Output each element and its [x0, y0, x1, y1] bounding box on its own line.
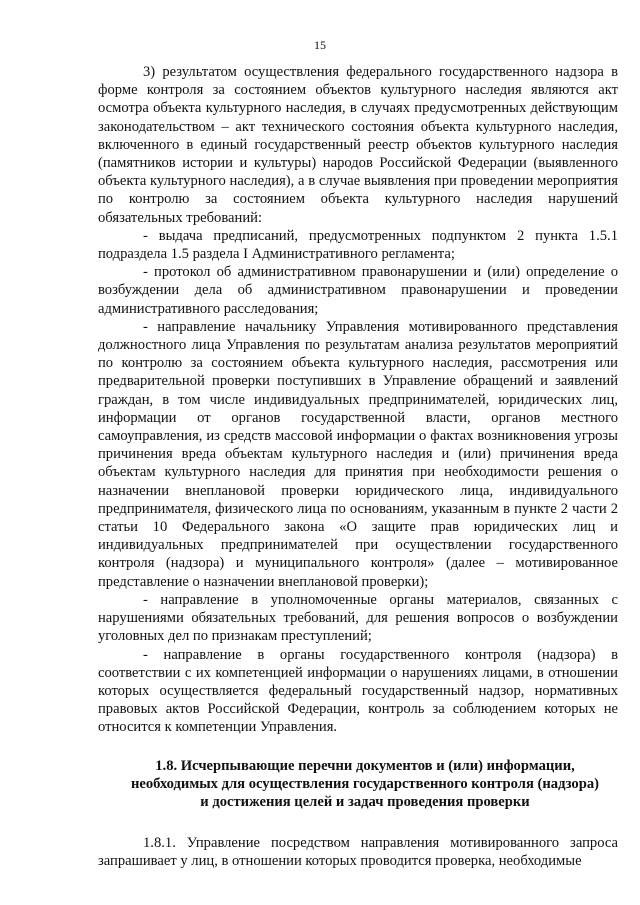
list-item-issue-orders: - выдача предписаний, предусмотренных подпунктом 2 пункта 1.5.1 подраздела 1.5 раздела I Административного регламента;	[98, 227, 618, 263]
list-item-send-materials: - направление в уполномоченные органы материалов, связанных с нарушениями обязательных требований, для решения вопросов о возбуждении уголовных дел по признакам преступлений;	[98, 591, 618, 645]
section-heading-line: и достижения целей и задач проведения проверки	[200, 794, 530, 811]
paragraph-1-8-1: 1.8.1. Управление посредством направления мотивированного запроса запрашивает у лиц, в отношении которых проводится проверка, необходимые	[98, 834, 618, 869]
list-item-send-information: - направление в органы государственного контроля (надзора) в соответствии с их компетенцией информации о нарушениях лицами, в отношении которых осуществляется федеральный государственный надзор, нормативных правовых актов Российской Федерации, контроль за соблюдением которых не относится к компетенции Управления.	[98, 646, 618, 736]
section-heading-line: необходимых для осуществления государственного контроля (надзора)	[131, 775, 599, 792]
section-heading-line: 1.8. Исчерпывающие перечни документов и (или) информации,	[155, 757, 575, 774]
paragraph-result-of-supervision: 3) результатом осуществления федерального государственного надзора в форме контроля за состоянием объектов культурного наследия являются акт осмотра объекта культурного наследия, в случаях предусмотренных действующим законодательством – акт технического состояния объекта культурного наследия, включенного в единый государственный реестр объектов культурного наследия (памятников истории и культуры) народов Российской Федерации (выявленного объекта культурного наследия), а в случае выявления при проведении мероприятия по контролю за состоянием объекта культурного наследия нарушений обязательных требований:	[98, 64, 618, 226]
document-body	[98, 63, 618, 870]
section-heading	[98, 757, 618, 812]
list-item-motivated-submission: - направление начальнику Управления мотивированного представления должностного лица Управления по результатам анализа результатов мероприятий по контролю за состоянием объекта культурного наследия, рассмотрения или предварительной проверки поступивших в Управление обращений и заявлений граждан, в том числе индивидуальных предпринимателей, юридических лиц, информации от органов государственной власти, органов местного самоуправления, из средств массовой информации о фактах возникновения угрозы причинения вреда объектам культурного наследия и (или) причинения вреда объектам культурного наследия для принятия при необходимости решения о назначении внеплановой проверки юридического лица, индивидуального предпринимателя, физического лица по основаниям, указанным в пункте 2 части 2 статьи 10 Федерального закона «О защите прав юридических лиц и индивидуальных предпринимателей при осуществлении государственного контроля (надзора) и муниципального контроля» (далее – мотивированное представление о назначении внеплановой проверки);	[98, 318, 618, 590]
list-item-protocol: - протокол об административном правонарушении и (или) определение о возбуждении дела об административном правонарушении и проведении административного расследования;	[98, 264, 618, 317]
page-number: 15	[314, 38, 326, 52]
